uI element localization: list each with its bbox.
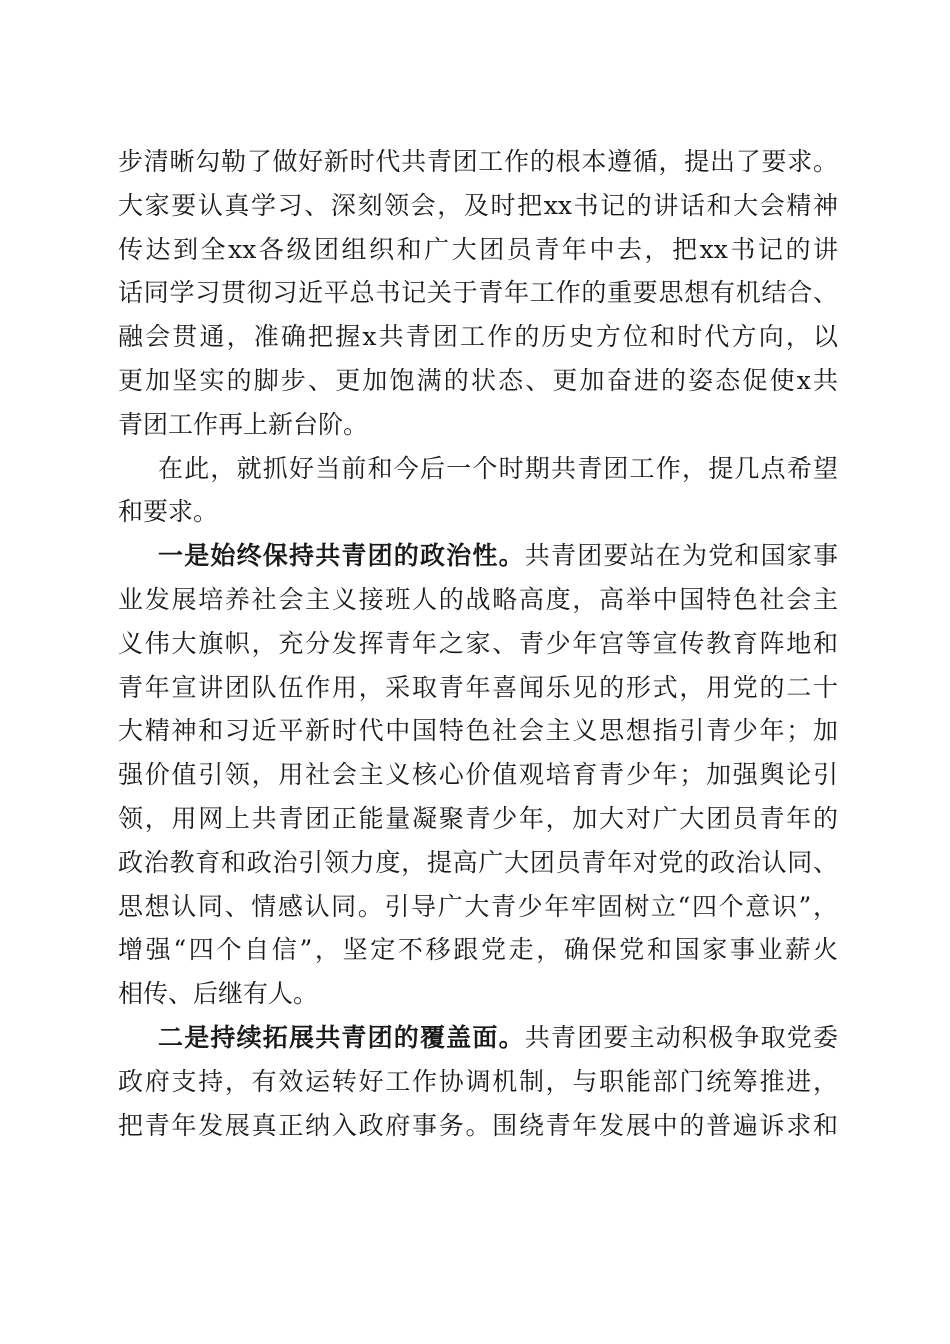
paragraph bbox=[118, 140, 838, 447]
paragraph-heading: 二是持续拓展共青团的覆盖面。 bbox=[158, 1022, 525, 1052]
text-line bbox=[118, 1016, 838, 1060]
text-line: 更加坚实的脚步、更加饱满的状态、更加奋进的姿态促使x共 bbox=[118, 365, 838, 395]
text-line: 增强“四个自信”，坚定不移跟党走，确保党和国家事业薪火 bbox=[118, 935, 838, 965]
paragraph-heading: 一是始终保持共青团的政治性。 bbox=[158, 541, 525, 571]
text-line: 融会贯通，准确把握x共青团工作的历史方位和时代方向，以 bbox=[118, 322, 838, 352]
text-line: 大家要认真学习、深刻领会，及时把xx书记的讲话和大会精神 bbox=[118, 190, 838, 220]
text-span: 共青团要站在为党和国家事 bbox=[524, 541, 838, 571]
text-line: 青团工作再上新台阶。 bbox=[118, 409, 369, 439]
text-line: 业发展培养社会主义接班人的战略高度，高举中国特色社会主 bbox=[118, 584, 838, 614]
text-line: 领，用网上共青团正能量凝聚青少年，加大对广大团员青年的 bbox=[118, 803, 838, 833]
text-line: 青年宣讲团队伍作用，采取青年喜闻乐见的形式，用党的二十 bbox=[118, 672, 838, 702]
text-line: 政府支持，有效运转好工作协调机制，与职能部门统筹推进， bbox=[118, 1066, 838, 1096]
text-line: 传达到全xx各级团组织和广大团员青年中去，把xx书记的讲 bbox=[118, 234, 838, 264]
text-span: 共青团要主动积极争取党委 bbox=[524, 1022, 838, 1052]
text-line: 话同学习贯彻习近平总书记关于青年工作的重要思想有机结合、 bbox=[118, 278, 838, 308]
text-line: 在此，就抓好当前和今后一个时期共青团工作，提几点希望 bbox=[158, 453, 838, 483]
text-line: 步清晰勾勒了做好新时代共青团工作的根本遵循，提出了要求。 bbox=[118, 147, 838, 176]
text-line: 思想认同、情感认同。引导广大青少年牢固树立“四个意识”， bbox=[118, 891, 838, 921]
text-line: 强价值引领，用社会主义核心价值观培育青少年；加强舆论引 bbox=[118, 760, 838, 790]
text-line: 大精神和习近平新时代中国特色社会主义思想指引青少年；加 bbox=[118, 716, 838, 746]
paragraph bbox=[118, 447, 838, 535]
document-body bbox=[118, 140, 838, 1147]
text-line bbox=[118, 534, 838, 578]
paragraph bbox=[118, 534, 838, 1016]
text-line: 相传、后继有人。 bbox=[118, 979, 319, 1009]
text-line: 义伟大旗帜，充分发挥青年之家、青少年宫等宣传教育阵地和 bbox=[118, 628, 838, 658]
text-line: 政治教育和政治引领力度，提高广大团员青年对党的政治认同、 bbox=[118, 847, 838, 877]
text-line: 和要求。 bbox=[118, 497, 219, 527]
paragraph bbox=[118, 1016, 838, 1147]
text-line: 把青年发展真正纳入政府事务。围绕青年发展中的普遍诉求和 bbox=[118, 1110, 838, 1140]
